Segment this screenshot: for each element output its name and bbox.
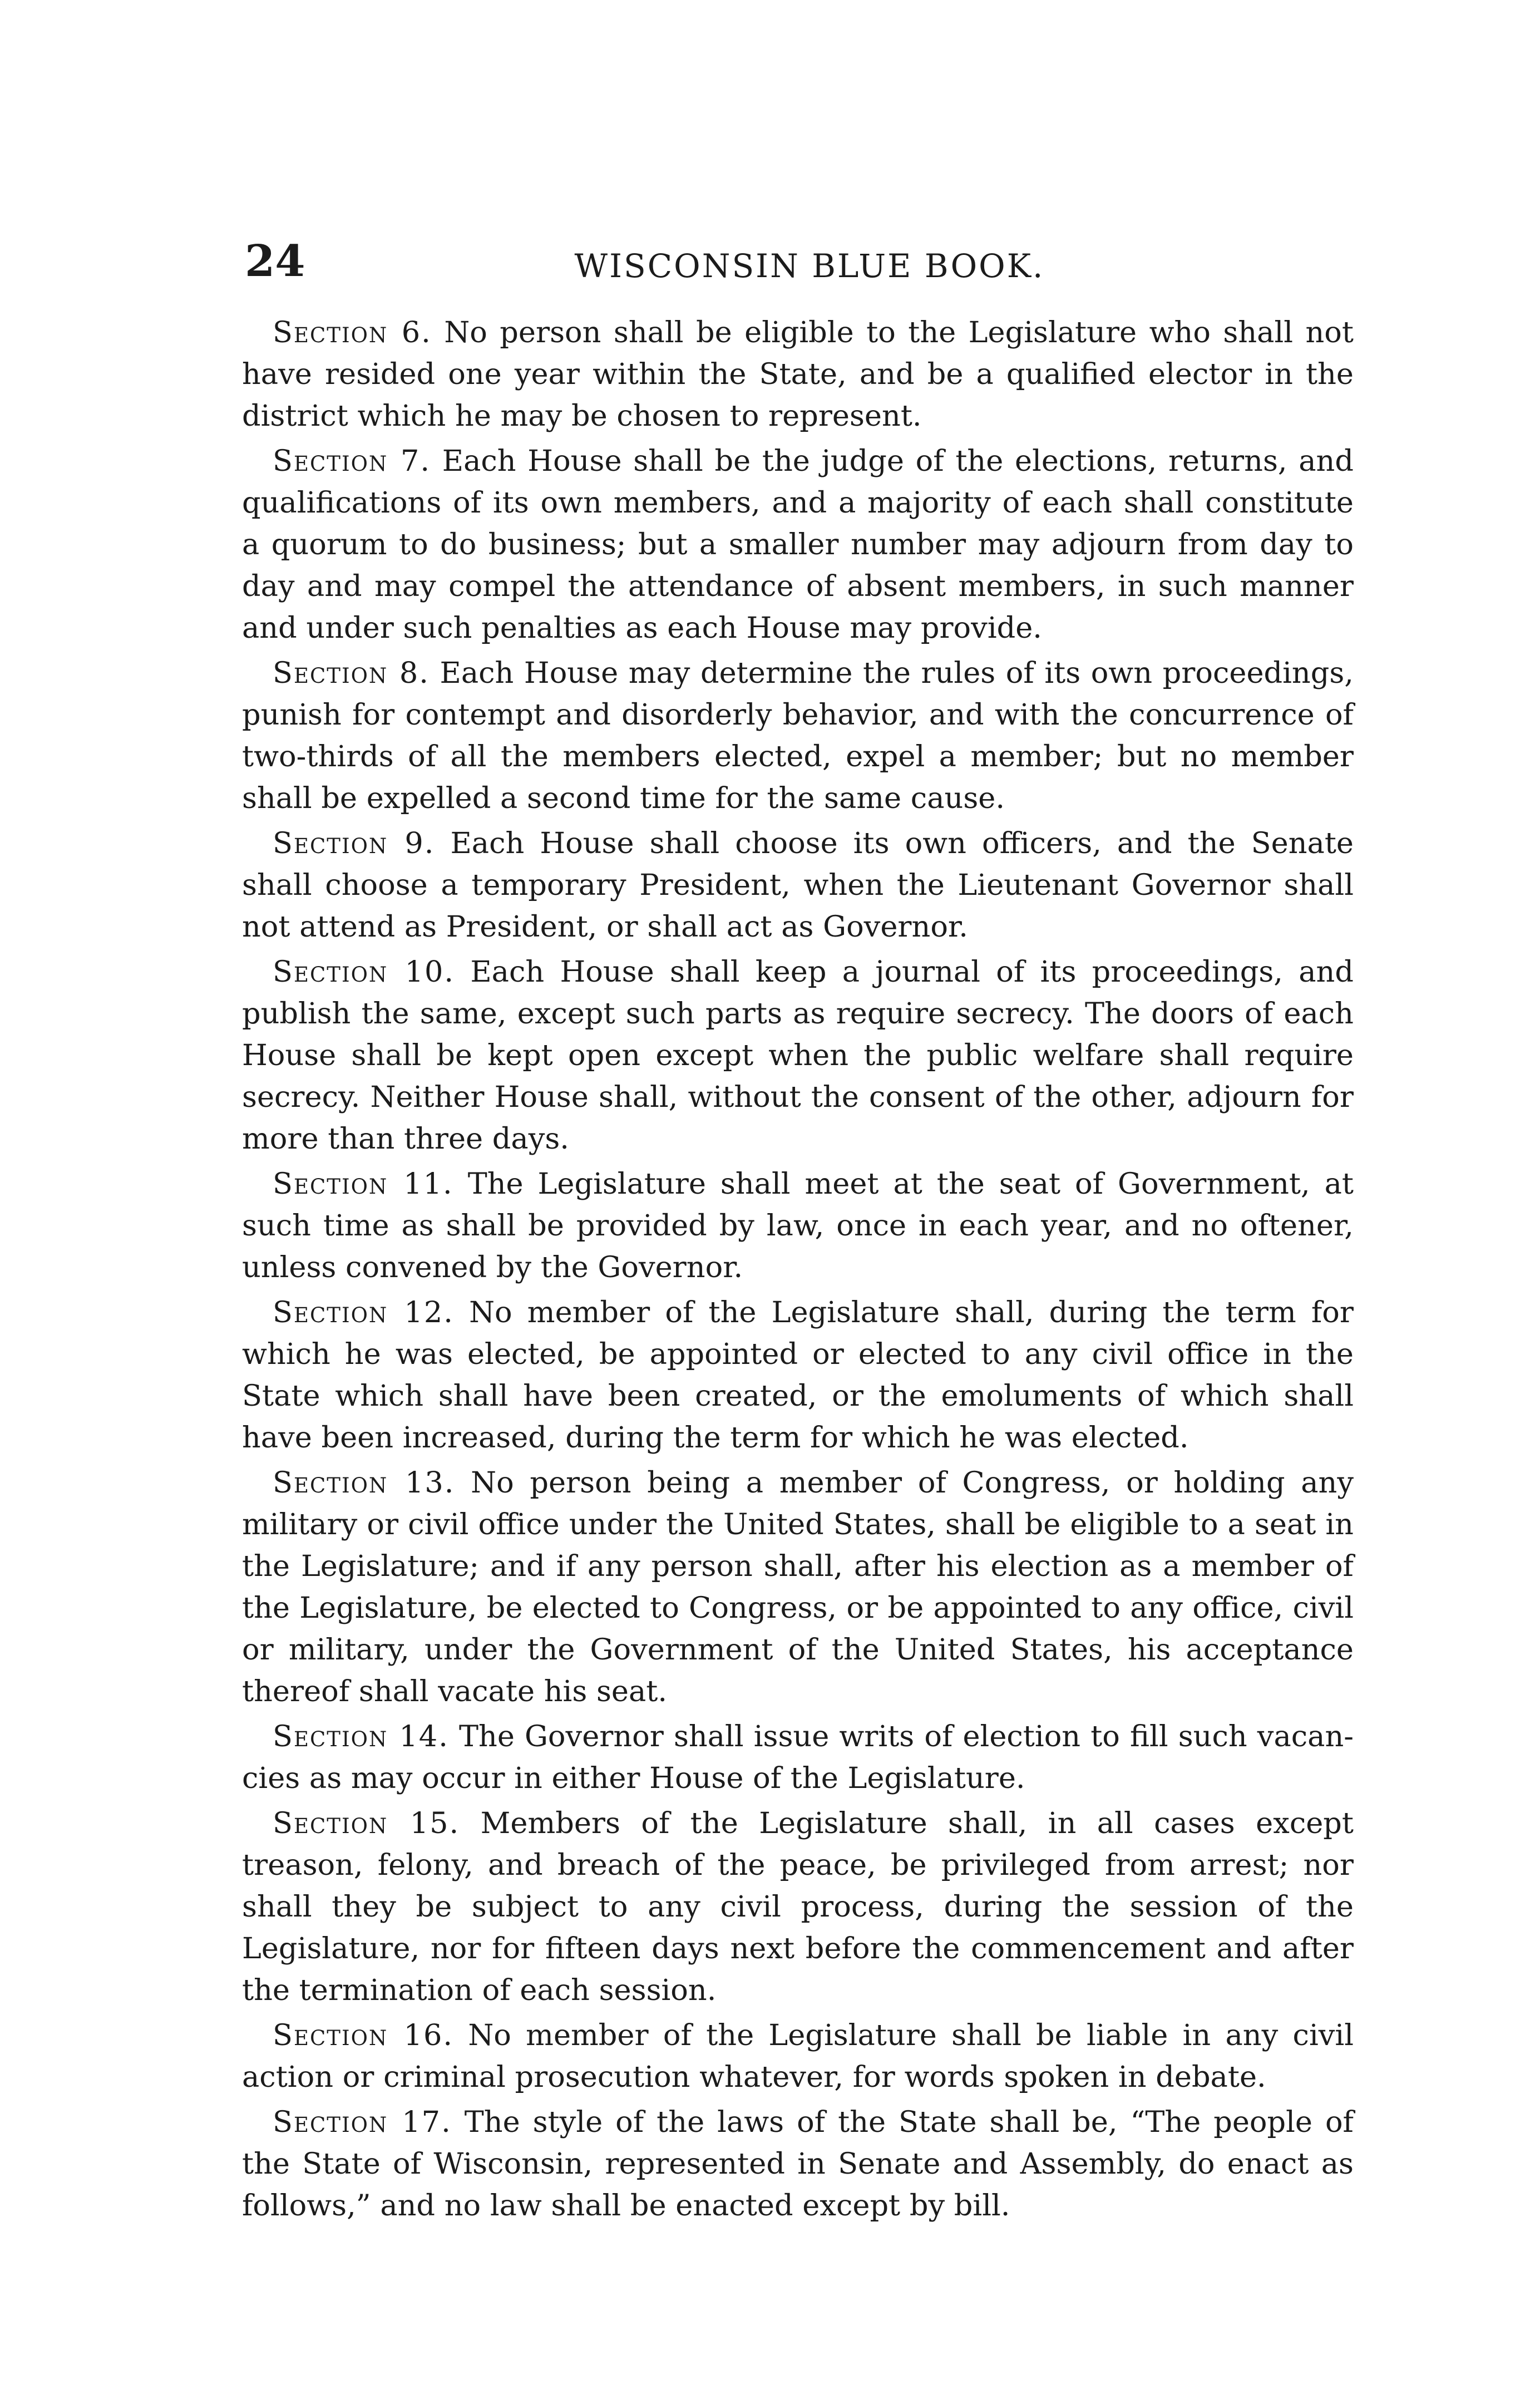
- section-10: [242, 951, 1354, 1160]
- section-label: Section 11.: [273, 1167, 453, 1201]
- section-label: Section 14.: [273, 1720, 449, 1753]
- section-label: Section 8.: [273, 656, 430, 690]
- section-15: [242, 1802, 1354, 2011]
- section-label: Section 7.: [273, 444, 431, 478]
- section-label: Section 9.: [273, 826, 435, 860]
- section-text: The Legislature shall meet at the seat of Government, at such time as shall be provided by law, once in each year, and no oftener, unless convened by the Governor.: [242, 1167, 1354, 1284]
- section-text: The Governor shall issue writs of election to fill such vacancies as may occur in either House of the Legislature.: [242, 1720, 1354, 1795]
- running-title: WISCONSIN BLUE BOOK.: [574, 247, 1045, 285]
- section-label: Section 15.: [273, 1806, 460, 1840]
- section-7: [242, 440, 1354, 649]
- section-text: The style of the laws of the State shall be, “The people of the State of Wisconsin, represented in Senate and Assembly, do enact as follows,” and no law shall be enacted except by bill.: [242, 2105, 1354, 2223]
- section-label: Section 10.: [273, 955, 455, 989]
- section-text: Each House may determine the rules of its own proceedings, punish for contempt and disorderly behavior, and with the concurrence of two-thirds of all the members elected, expel a member; but no member shall be expelled a second time for the same cause.: [242, 656, 1354, 815]
- section-17: [242, 2101, 1354, 2226]
- section-label: Section 6.: [273, 316, 432, 349]
- section-text: Each House shall choose its own officers, and the Senate shall choose a temporary President, when the Lieutenant Governor shall not attend as President, or shall act as Governor.: [242, 826, 1354, 944]
- section-6: [242, 312, 1354, 437]
- section-11: [242, 1163, 1354, 1288]
- section-text: No member of the Legislature shall be liable in any civil action or criminal prosecution whatever, for words spoken in debate.: [242, 2018, 1354, 2094]
- section-14: [242, 1716, 1354, 1799]
- section-12: [242, 1292, 1354, 1459]
- page-number: 24: [245, 236, 305, 287]
- page-header: [245, 234, 1352, 300]
- section-text: No member of the Legislature shall, during the term for which he was elected, be appointed or elected to any civil office in the State which shall have been created, or the emoluments of which shall have been increased, during the term for which he was elected.: [242, 1295, 1354, 1455]
- text-body: [242, 312, 1354, 2230]
- section-16: [242, 2014, 1354, 2098]
- section-13: [242, 1462, 1354, 1712]
- section-text: No person being a member of Congress, or holding any military or civil office under the United States, shall be eligible to a seat in the Legislature; and if any person shall, after his election as a member of the Legislature, be elected to Congress, or be appointed to any office, civil or military, under the Government of the United States, his acceptance thereof shall vacate his seat.: [242, 1466, 1354, 1708]
- section-label: Section 17.: [273, 2105, 452, 2139]
- section-text: Each House shall keep a journal of its proceedings, and publish the same, except such parts as require secrecy. The doors of each House shall be kept open except when the public welfare shall require secrecy. Neither House shall, without the consent of the other, adjourn for more than three days.: [242, 955, 1354, 1156]
- section-label: Section 16.: [273, 2018, 454, 2052]
- section-text: No person shall be eligible to the Legislature who shall not have resided one year within the State, and be a qualified elector in the district which he may be chosen to represent.: [242, 316, 1354, 433]
- section-9: [242, 822, 1354, 948]
- section-label: Section 12.: [273, 1295, 454, 1329]
- section-8: [242, 652, 1354, 819]
- section-text: Members of the Legislature shall, in all cases except treason, felony, and breach of the peace, be privileged from arrest; nor shall they be subject to any civil process, during the session of the Legislature, nor for fifteen days next before the commencement and after the termination of each session.: [242, 1806, 1354, 2007]
- section-text: Each House shall be the judge of the elections, returns, and qualifications of its own members, and a majority of each shall constitute a quorum to do business; but a smaller number may adjourn from day to day and may compel the attendance of absent members, in such manner and under such penalties as each House may provide.: [242, 444, 1354, 645]
- section-label: Section 13.: [273, 1466, 455, 1500]
